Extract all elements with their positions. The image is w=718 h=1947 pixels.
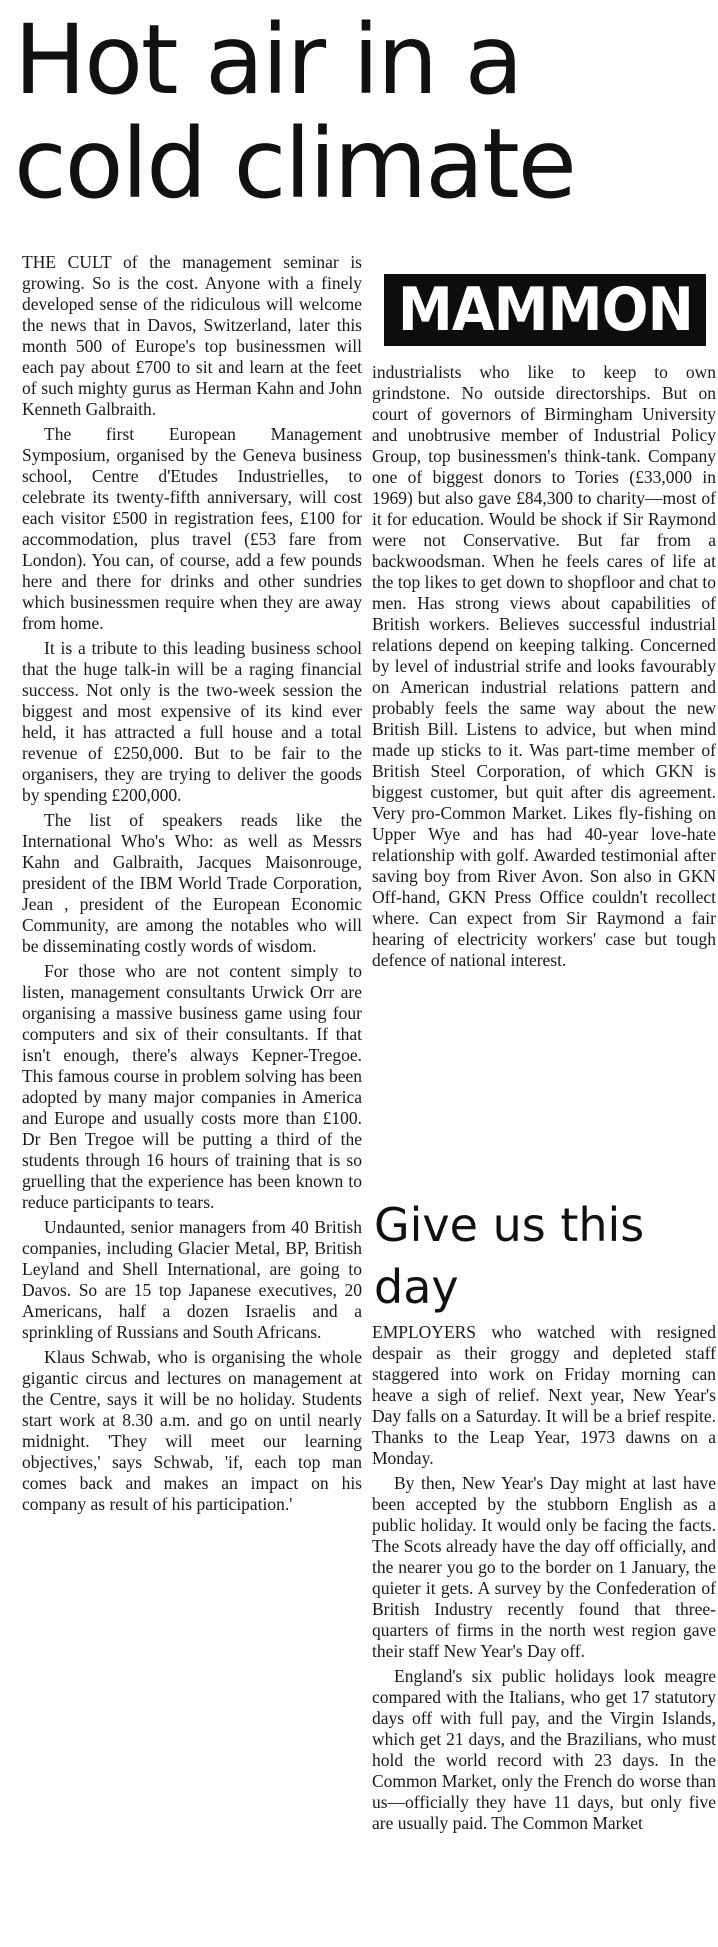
second-article-paragraph-2: By then, New Year's Day might at last have been accepted by the stubborn English as a public holiday. It would only be facing the facts. The Scots already have the day off officially, and the nearer you go to the border on 1 January, the quieter it gets. A survey by the Confederation of British Industry recently found that three-quarters of firms in the north west region gave their staff New Year's Day off. bbox=[372, 1473, 716, 1661]
column-body bbox=[372, 362, 716, 975]
article-paragraph-2: The first European Management Symposium, organised by the Geneva business school, Centre d'Etudes Industrielles, to celebrate its twenty-fifth anniversary, will cost each visitor £500 in registration fees, £100 for accommodation, plus travel (£53 fare from London). You can, of course, add a few pounds here and there for drinks and other sundries which businessmen require when they are away from home. bbox=[22, 424, 362, 633]
article-paragraph-4: The list of speakers reads like the International Who's Who: as well as Messrs Kahn and Galbraith, Jacques Maisonrouge, president of the IBM World Trade Corporation, Jean , president of the European Economic Community, are among the notables who will be disseminating costly words of wisdom. bbox=[22, 810, 362, 956]
article-paragraph-5: For those who are not content simply to listen, management consultants Urwick Orr are organising a massive business game using four computers and six of their consultants. If that isn't enough, there's always Kepner-Tregoe. This famous course in problem solving has been adopted by many major companies in America and Europe and usually costs more than £100. Dr Ben Tregoe will be putting a third of the students through 16 hours of training that is so gruelling that the experience has been known to reduce participants to tears. bbox=[22, 961, 362, 1212]
article-paragraph-7: Klaus Schwab, who is organising the whole gigantic circus and lectures on management at the Centre, says it will be no holiday. Students start work at 8.30 a.m. and go on until nearly midnight. 'They will meet our learning objectives,' says Schwab, 'if, each top man comes back and makes an impact on his company as result of his participation.' bbox=[22, 1347, 362, 1514]
article-body bbox=[22, 252, 362, 1519]
article-paragraph-3: It is a tribute to this leading business school that the huge talk-in will be a raging financial success. Not only is the two-week session the biggest and most expensive of its kind ever held, it has attracted a full house and a total revenue of £250,000. But to be fair to the organisers, they are trying to deliver the goods by spending £200,000. bbox=[22, 638, 362, 805]
column-brand-box bbox=[384, 274, 706, 346]
column-text: industrialists who like to keep to own grindstone. No outside directorships. But on court of governors of Birmingham University and unobtrusive member of Industrial Policy Group, top businessmen's think-tank. Company one of biggest donors to Tories (£33,000 in 1969) but also gave £84,300 to charity—most of it for education. Would be shock if Sir Raymond were not Conservative. But far from a backwoodsman. When he feels cares of life at the top likes to get down to shopfloor and chat to men. Has strong views about capabilities of British workers. Believes successful industrial relations depend on keeping talking. Concerned by level of industrial strife and looks favourably on American industrial relations pattern and probably feels the same way about the new British Bill. Listens to advice, but when mind made up sticks to it. Was part-time member of British Steel Corporation, of which GKN is biggest customer, but quit after dis agreement. Very pro-Common Market. Likes fly-fishing on Upper Wye and has had 40-year love-hate relationship with golf. Awarded testimonial after saving boy from River Avon. Son also in GKN Off-hand, GKN Press Office couldn't recollect where. Can expect from Sir Raymond a fair hearing of electricity workers' case but tough defence of national interest. bbox=[372, 362, 716, 970]
second-article-body bbox=[372, 1322, 716, 1838]
article-paragraph-6: Undaunted, senior managers from 40 British companies, including Glacier Metal, BP, British Leyland and Shell International, are going to Davos. So are 15 top Japanese executives, 20 Americans, half a dozen Israelis and a sprinkling of Russians and South Africans. bbox=[22, 1217, 362, 1342]
article-paragraph-1: THE CULT of the management seminar is growing. So is the cost. Anyone with a finely developed sense of the ridiculous will welcome the news that in Davos, Switzerland, later this month 500 of Europe's top businessmen will each pay about £700 to sit and learn at the feet of such mighty gurus as Herman Kahn and John Kenneth Galbraith. bbox=[22, 252, 362, 419]
second-article-paragraph-1: EMPLOYERS who watched with resigned despair as their groggy and depleted staff staggered into work on Friday morning can heave a sigh of relief. Next year, New Year's Day falls on a Saturday. It will be a brief respite. Thanks to the Leap Year, 1973 dawns on a Monday. bbox=[372, 1322, 716, 1468]
article-headline: Hot air in a cold climate bbox=[14, 4, 575, 220]
second-article-headline: Give us this day bbox=[374, 1198, 645, 1314]
column-brand: MAMMON bbox=[397, 275, 693, 345]
second-article-paragraph-3: England's six public holidays look meagre compared with the Italians, who get 17 statutory days off with full pay, and the Virgin Islands, which get 21 days, and the Brazilians, who must hold the world record with 23 days. In the Common Market, only the French do worse than us—officially they have 11 days, but only five are usually paid. The Common Market bbox=[372, 1666, 716, 1833]
